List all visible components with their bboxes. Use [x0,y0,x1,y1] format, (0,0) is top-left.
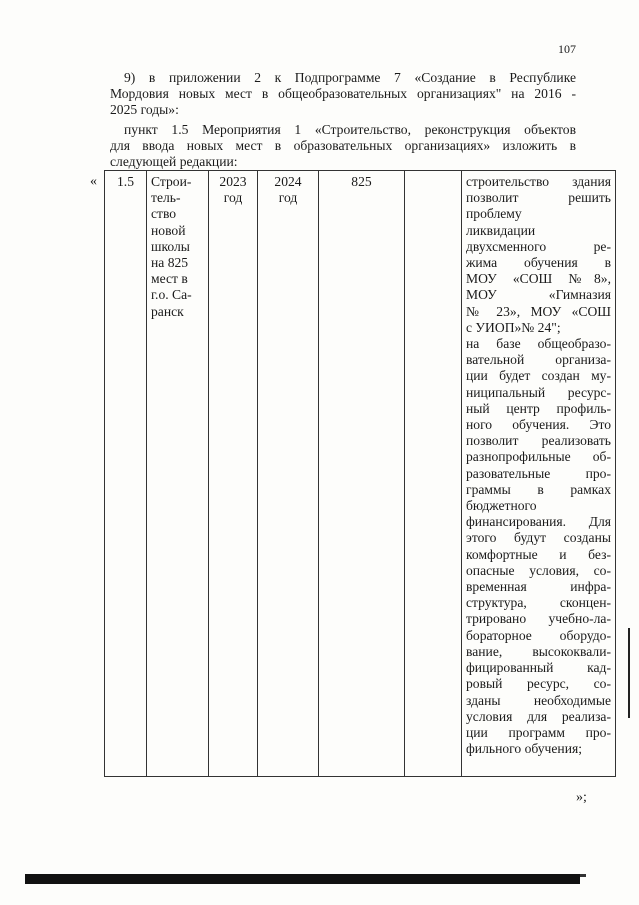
description-line: этого будут созданы [466,530,611,546]
paragraph-edit-line: следующей редакции: [110,154,238,169]
paragraph-intro-line: 2025 годы»: [110,102,179,117]
description-line: ниципальный ресурс- [466,384,611,400]
description-line: строительство здания [466,174,611,189]
description-line: вание, высококвали- [466,643,611,659]
footer-bar-tail [580,874,586,877]
margin-mark [628,628,630,718]
description-line: зданы необходимые [466,692,611,708]
measure-table [104,170,616,777]
description-line: разнопрофильные об- [466,449,611,465]
name-line: новой [151,222,186,238]
description-line: на базе общеобразо- [466,336,611,352]
description-line: ции программ про- [466,724,611,740]
description-line: временная инфра- [466,579,611,595]
description-line: позволит решить [466,190,611,206]
name-line: мест в [151,271,188,287]
cell-year-start [209,171,258,777]
description-line: ровый ресурс, со- [466,676,611,692]
description-line: фильного обучения; [466,741,583,757]
description-line: МОУ «Гимназия [466,287,611,303]
paragraph-edit [110,122,576,170]
name-line: ство [151,206,177,222]
description-line: трировано учебно-ла- [466,611,611,627]
description-line: проблему [466,206,522,222]
paragraph-intro-line: Мордовия новых мест в общеобразовательных организациях" на 2016 - [110,86,576,101]
description-line: двухсменного ре- [466,238,611,254]
footer-bar [25,874,580,884]
year-end-line: 2024 [274,174,302,189]
description-line: МОУ «СОШ №8», [466,271,611,287]
description-line: фицированный кад- [466,660,611,676]
table-row [105,171,616,777]
cell-empty [405,171,462,777]
description-line: разовательные про- [466,465,611,481]
description-line: комфортные и без- [466,546,611,562]
cell-places: 825 [319,171,405,777]
name-line: на 825 [151,255,189,271]
description-line: бюджетного [466,498,537,514]
paragraph-intro [110,70,576,118]
name-line: Строи- [151,174,192,189]
description-line: опасные условия, со- [466,562,611,578]
page-number: 107 [558,42,576,56]
description-line: с УИОП»№ 24"; [466,319,561,335]
description-line: № 23», МОУ «СОШ [466,303,611,319]
description-line: структура, сконцен- [466,595,611,611]
cell-year-end [258,171,319,777]
paragraph-intro-line: 9) в приложении 2 к Подпрограмме 7 «Создание в Республике [124,70,576,85]
cell-description [462,171,616,777]
description-line: ного обучения. Это [466,417,611,433]
description-line: жима обучения в [466,255,611,271]
description-line: ликвидации [466,222,536,238]
name-line: г.о. Са- [151,287,192,303]
quote-close: »; [576,790,587,805]
name-line: ранск [151,303,184,319]
year-end-line: год [278,190,298,206]
year-start-line: год [223,190,243,206]
cell-name [147,171,209,777]
description-line: граммы в рамках [466,481,611,497]
year-start-line: 2023 [219,174,247,189]
description-line: ный центр профиль- [466,400,611,416]
description-line: бораторное оборудо- [466,627,611,643]
description-line: вательной организа- [466,352,611,368]
paragraph-edit-line: пункт 1.5 Мероприятия 1 «Строительство, реконструкция объектов [124,122,576,137]
paragraph-edit-line: для ввода новых мест в образовательных организациях» изложить в [110,138,576,153]
description-line: условия для реализа- [466,708,611,724]
description-line: позволит реализовать [466,433,611,449]
description-line: финансирования. Для [466,514,611,530]
cell-number: 1.5 [105,171,147,777]
name-line: школы [151,238,190,254]
quote-open: « [90,174,97,189]
name-line: тель- [151,190,181,206]
description-line: ции будет создан му- [466,368,611,384]
